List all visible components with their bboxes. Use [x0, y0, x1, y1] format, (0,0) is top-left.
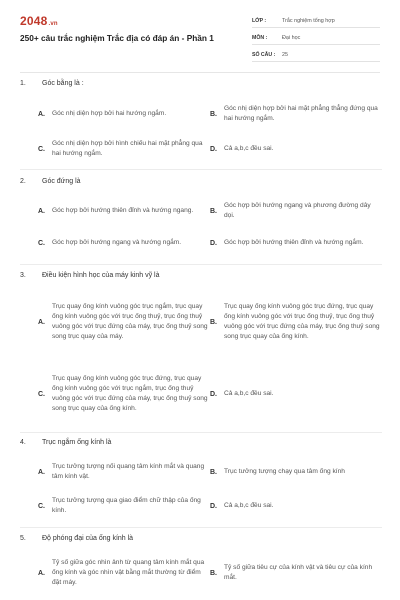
option-text: Cả a,b,c đều sai. [224, 145, 274, 152]
question-3 [20, 272, 382, 412]
option-text: Góc hợp bởi hướng ngang và phương đường dây dọi. [224, 202, 371, 219]
meta-label: SỐ CÂU : [252, 51, 276, 58]
meta-row-count [252, 48, 380, 62]
option-b[interactable] [210, 464, 382, 480]
option-b[interactable] [210, 290, 382, 354]
option-b[interactable] [210, 101, 382, 127]
question-header [20, 439, 382, 446]
meta-value: 25 [282, 51, 288, 58]
option-letter: B. [210, 207, 217, 215]
option-letter: C. [38, 502, 45, 510]
logo-main: 2048 [20, 14, 48, 28]
question-text: Độ phóng đại của ống kính là [42, 535, 134, 542]
option-letter: B. [210, 318, 217, 326]
option-c[interactable] [38, 136, 210, 162]
meta-value: Đại học [282, 34, 301, 41]
option-a[interactable] [38, 290, 210, 354]
option-a[interactable] [38, 106, 210, 122]
option-letter: B. [210, 110, 217, 118]
meta-info [252, 14, 380, 65]
option-text: Cả a,b,c đều sai. [224, 390, 274, 397]
option-d[interactable] [210, 230, 382, 256]
question-text: Trục ngắm ống kính là [42, 439, 112, 446]
option-letter: A. [38, 318, 45, 326]
option-text: Góc hợp bởi hướng thiên đỉnh và hướng ngang. [52, 207, 194, 214]
option-letter: C. [38, 145, 45, 153]
question-1 [20, 80, 382, 157]
question-text: Điều kiện hình học của máy kinh vỹ là [42, 272, 160, 279]
question-number: 3. [20, 272, 26, 279]
option-a[interactable] [38, 555, 210, 591]
option-d[interactable] [210, 498, 382, 514]
option-a[interactable] [38, 459, 210, 485]
option-letter: B. [210, 468, 217, 476]
option-letter: A. [38, 569, 45, 577]
question-divider [20, 432, 382, 433]
option-letter: D. [210, 145, 217, 153]
option-c[interactable] [38, 235, 210, 251]
question-divider [20, 527, 382, 528]
document-header [0, 0, 400, 62]
option-text: Trục quay ống kính vuông góc trục đứng, trục quay ống kính vuông góc với trục ống thuỷ, trục ống thuỷ vuông góc với trục đứng của máy, trục ống thuỷ song song trục quay của ống kính. [224, 303, 380, 340]
question-4 [20, 439, 382, 514]
meta-row-subject [252, 31, 380, 45]
option-text: Góc nhị diện hợp bởi hình chiếu hai mặt phẳng qua hai hướng ngắm. [52, 140, 203, 157]
meta-value: Trắc nghiệm tổng hợp [282, 17, 335, 24]
option-text: Trục tưởng tượng chạy qua tâm ống kính [224, 468, 345, 475]
option-c[interactable] [38, 362, 210, 426]
option-text: Tỷ số giữa góc nhìn ảnh từ quang tâm kính mắt qua ống kính và góc nhìn vật bằng mắt thường từ điểm đặt máy. [52, 559, 205, 586]
option-letter: B. [210, 569, 217, 577]
option-b[interactable] [210, 560, 382, 586]
question-header [20, 272, 382, 279]
option-b[interactable] [210, 198, 382, 224]
question-text: Góc bằng là : [42, 80, 84, 87]
option-letter: A. [38, 110, 45, 118]
option-text: Trục tưởng tượng qua giao điểm chữ thập của ống kính. [52, 497, 201, 514]
option-d[interactable] [210, 141, 382, 157]
option-letter: D. [210, 239, 217, 247]
header-divider [20, 72, 380, 73]
option-text: Cả a,b,c đều sai. [224, 502, 274, 509]
question-2 [20, 178, 382, 247]
question-header [20, 80, 382, 87]
option-text: Góc hợp bởi hướng thiên đỉnh và hướng ngắm. [224, 239, 364, 246]
option-letter: C. [38, 390, 45, 398]
option-text: Góc hợp bởi hướng ngang và hướng ngắm. [52, 239, 182, 246]
option-text: Trục quay ống kính vuông góc trục đứng, trục quay ống kính vuông góc với trục ngắm, trục ống thuỷ vuông góc với trục đứng của máy, trục ống thuỷ song song trục quay của ống kính. [52, 375, 208, 412]
option-d[interactable] [210, 386, 382, 402]
meta-row-class [252, 14, 380, 28]
site-logo[interactable] [20, 14, 58, 28]
option-a[interactable] [38, 198, 210, 224]
logo-suffix: .vn [48, 21, 58, 27]
question-header [20, 178, 382, 185]
option-letter: C. [38, 239, 45, 247]
option-letter: A. [38, 207, 45, 215]
option-text: Góc nhị diện hợp bởi hai mặt phẳng thẳng đứng qua hai hướng ngắm. [224, 105, 378, 122]
meta-label: MÔN : [252, 34, 268, 41]
question-5 [20, 535, 382, 586]
question-divider [20, 264, 382, 265]
question-header [20, 535, 382, 542]
question-number: 4. [20, 439, 26, 446]
meta-label: LỚP : [252, 17, 267, 24]
option-text: Tỷ số giữa tiêu cự của kính vật và tiêu cự của kính mắt. [224, 564, 373, 581]
option-text: Góc nhị diện hợp bởi hai hướng ngắm. [52, 110, 167, 117]
question-divider [20, 169, 382, 170]
option-letter: D. [210, 390, 217, 398]
question-number: 2. [20, 178, 26, 185]
option-letter: D. [210, 502, 217, 510]
option-text: Trục quay ống kính vuông góc trục ngắm, trục quay ống kính vuông góc với trục ống thuỷ, trục ống thuỷ vuông góc với trục đứng của máy, trục ống thuỷ song song trục quay của máy. [52, 303, 208, 340]
question-text: Góc đứng là [42, 178, 81, 185]
question-number: 1. [20, 80, 26, 87]
document-title: 250+ câu trắc nghiệm Trắc địa có đáp án - Phần 1 [20, 33, 214, 43]
question-number: 5. [20, 535, 26, 542]
option-c[interactable] [38, 493, 210, 519]
option-letter: A. [38, 468, 45, 476]
option-text: Trục tưởng tượng nối quang tâm kính mắt và quang tâm kính vật. [52, 463, 205, 480]
